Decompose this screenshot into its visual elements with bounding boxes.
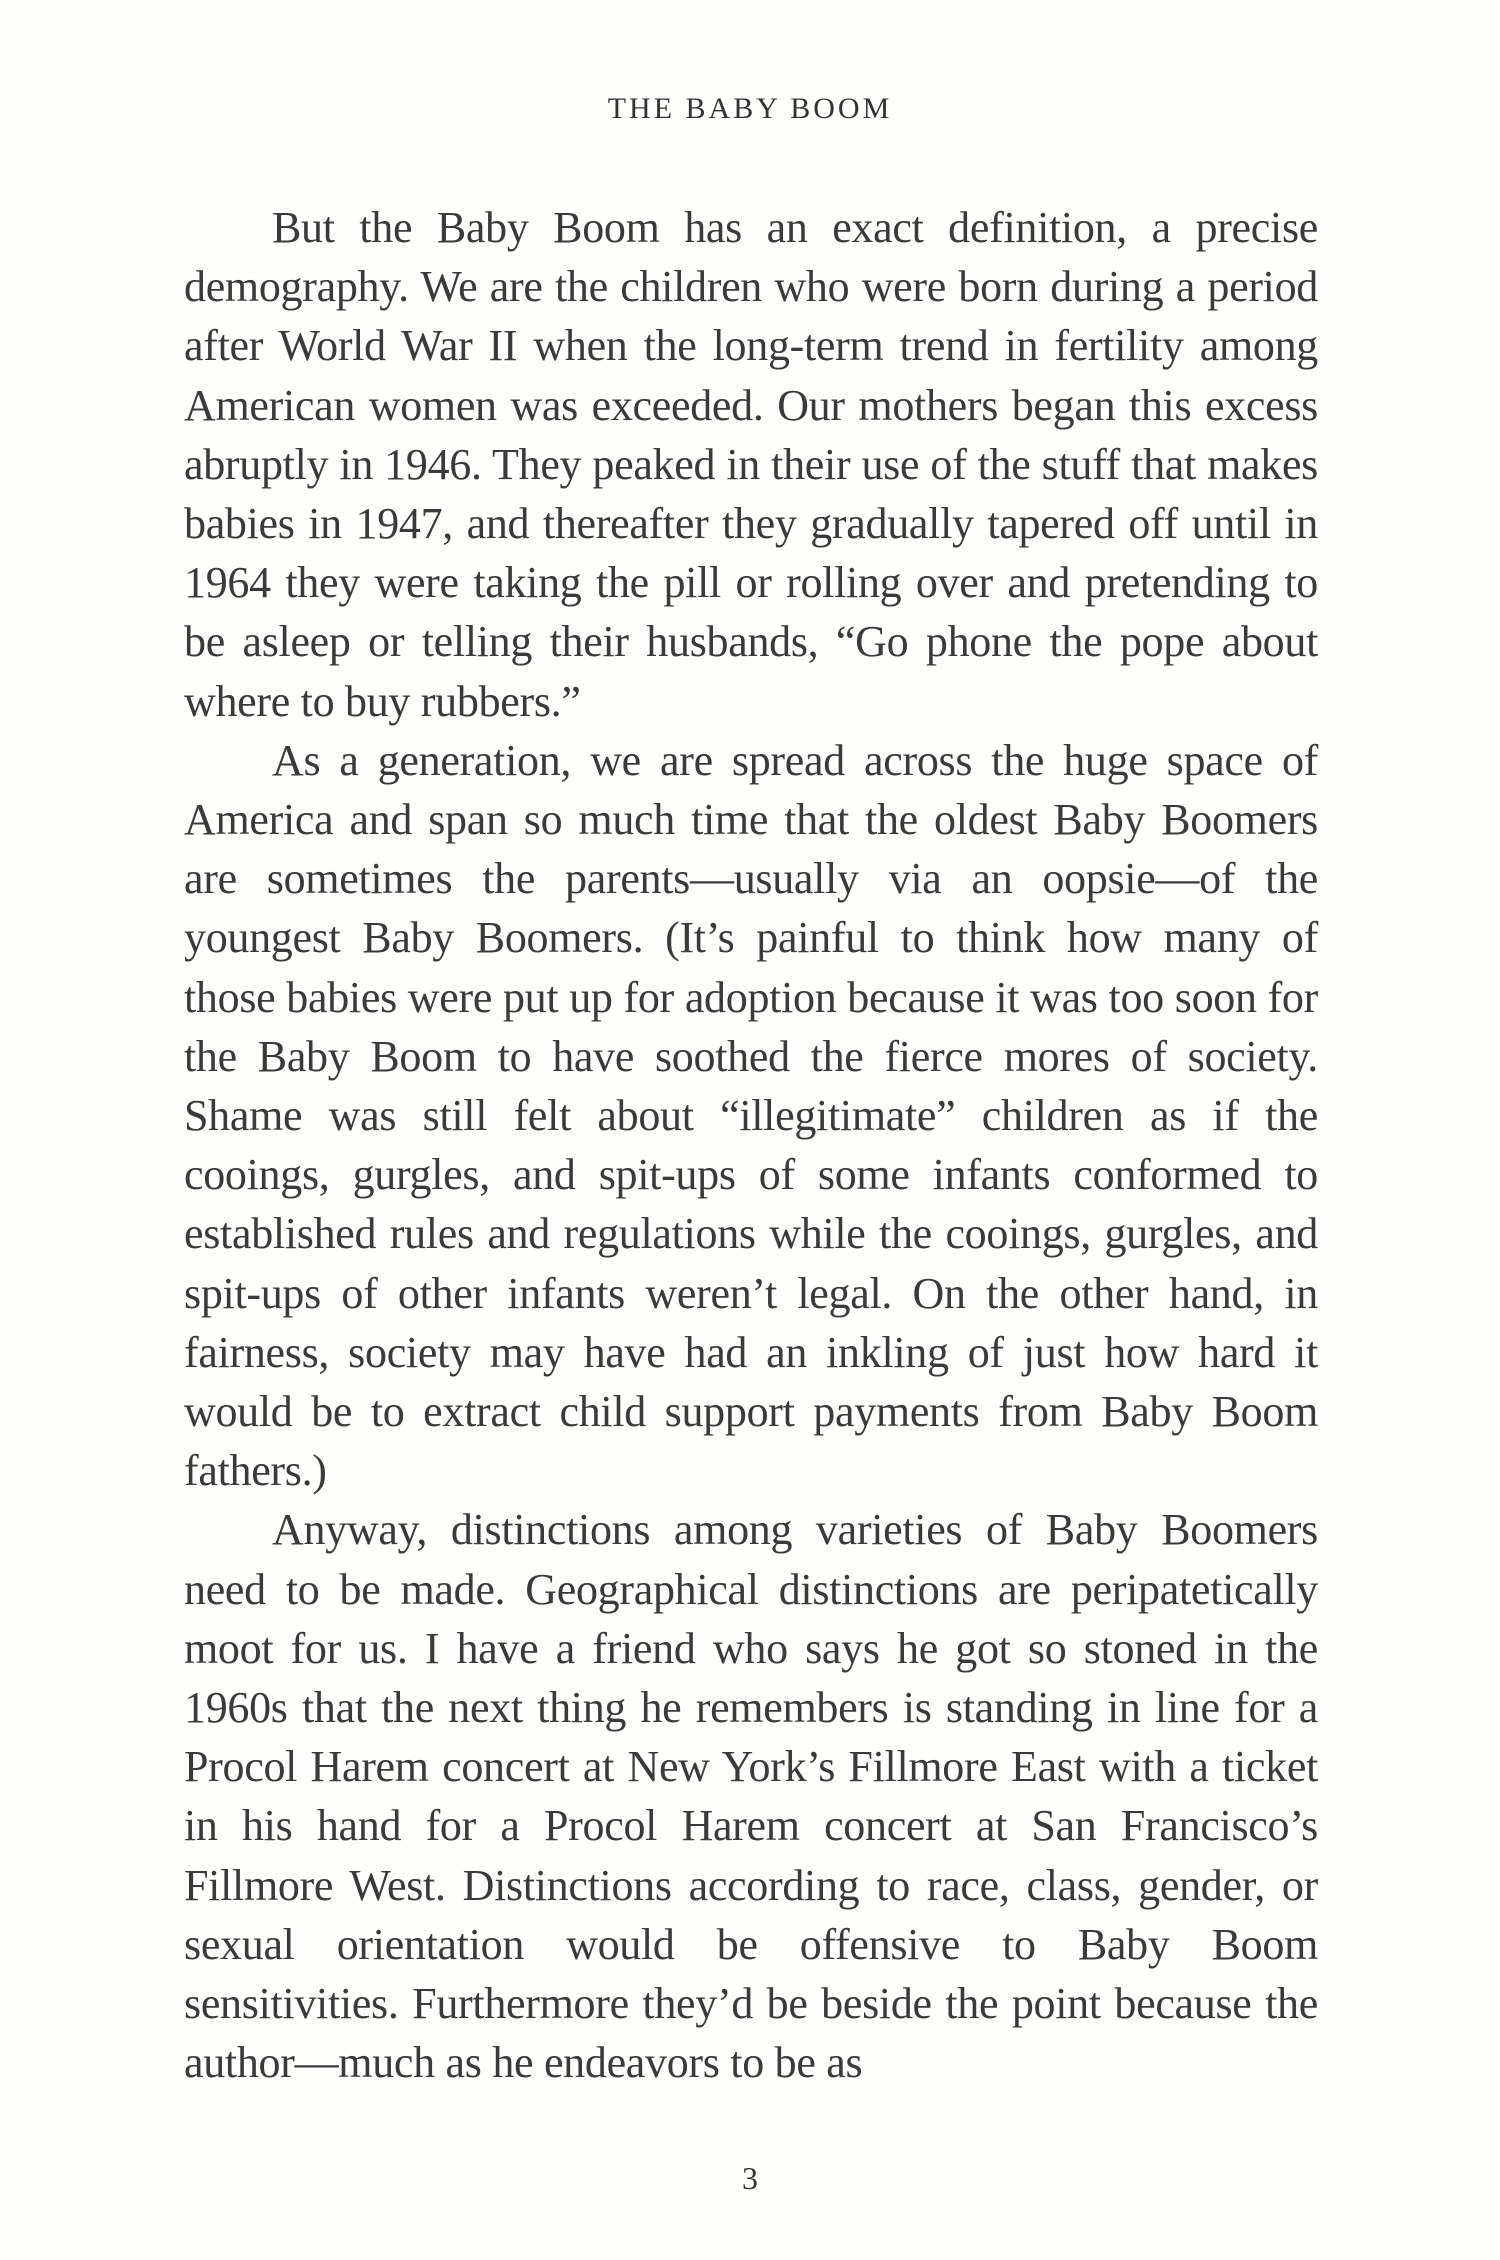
page-number: 3 bbox=[742, 2160, 758, 2196]
body-text bbox=[184, 198, 1318, 2093]
paragraph: As a generation, we are spread across the huge space of America and span so much time that the oldest Baby Boomers are sometimes the parents—usually via an oopsie—of the youngest Baby Boomers. (It’s painful to think how many of those babies were put up for adoption because it was too soon for the Baby Boom to have soothed the fierce mores of society. Shame was still felt about “illegitimate” children as if the cooings, gurgles, and spit-ups of some infants conformed to established rules and regulations while the cooings, gurgles, and spit-ups of other infants weren’t legal. On the other hand, in fairness, society may have had an inkling of just how hard it would be to extract child support payments from Baby Boom fathers.) bbox=[184, 735, 1318, 1496]
running-head: THE BABY BOOM bbox=[607, 92, 893, 125]
paragraph: Anyway, distinctions among varieties of Baby Boomers need to be made. Geographical distinctions are peripatetically moot for us. I have a friend who says he got so stoned in the 1960s that the next thing he remembers is standing in line for a Procol Harem concert at New York’s Fillmore East with a ticket in his hand for a Procol Harem concert at San Francisco’s Fillmore West. Distinctions according to race, class, gender, or sexual orientation would be offensive to Baby Boom sensitivities. Furthermore they’d be beside the point because the author—much as he endeavors to be as bbox=[184, 1505, 1318, 2088]
paragraph: But the Baby Boom has an exact definition, a precise demography. We are the children who were born during a period after World War II when the long-term trend in fertility among American women was exceeded. Our mothers began this excess abruptly in 1946. They peaked in their use of the stuff that makes babies in 1947, and thereafter they gradually tapered off until in 1964 they were taking the pill or rolling over and pretending to be asleep or telling their husbands, “Go phone the pope about where to buy rubbers.” bbox=[184, 203, 1318, 726]
